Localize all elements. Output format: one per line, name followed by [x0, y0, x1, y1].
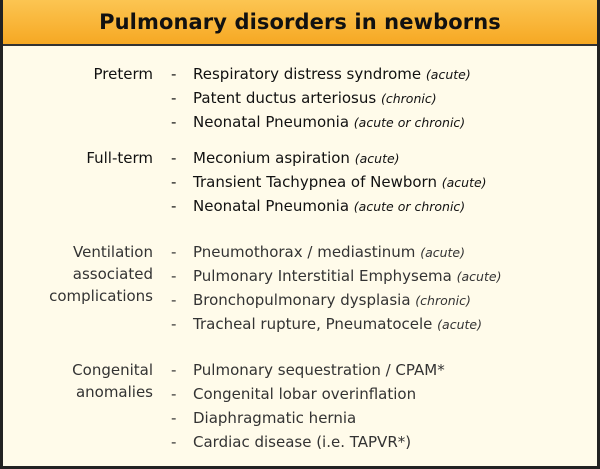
- item-text: Respiratory distress syndrome: [193, 65, 422, 83]
- section-label-line: complications: [49, 287, 153, 305]
- item-text: Bronchopulmonary dysplasia: [193, 291, 411, 309]
- item-text: Patent ductus arteriosus: [193, 89, 377, 107]
- section-label-line: Full-term: [86, 149, 153, 167]
- item-note: (acute): [456, 269, 502, 284]
- section-label-line: Congenital: [72, 361, 153, 379]
- page-title: Pulmonary disorders in newborns: [99, 10, 501, 34]
- list-item: - Pneumothorax / mediastinum (acute): [171, 243, 466, 261]
- list-item: - Respiratory distress syndrome (acute): [171, 65, 471, 83]
- title-banner: [3, 0, 597, 46]
- item-list: [171, 62, 471, 134]
- item-note: (chronic): [415, 293, 471, 308]
- item-note: (acute): [441, 175, 487, 190]
- section-label-line: associated: [72, 265, 153, 283]
- item-note: (acute or chronic): [353, 115, 466, 130]
- list-item: - Congenital lobar overinflation: [171, 385, 417, 403]
- list-item: - Transient Tachypnea of Newborn (acute): [171, 173, 487, 191]
- item-text: Meconium aspiration: [193, 149, 350, 167]
- item-note: (acute): [420, 245, 466, 260]
- section-label-line: anomalies: [75, 383, 153, 401]
- item-note: (acute): [425, 67, 471, 82]
- section-label: [3, 147, 153, 169]
- item-text: Cardiac disease (i.e. TAPVR*): [193, 433, 412, 451]
- section-label-line: Preterm: [93, 65, 153, 83]
- item-list: [171, 358, 445, 454]
- item-text: Diaphragmatic hernia: [193, 409, 357, 427]
- item-text: Pulmonary Interstitial Emphysema: [193, 267, 452, 285]
- list-item: - Neonatal Pneumonia (acute or chronic): [171, 197, 466, 215]
- item-list: [171, 146, 487, 218]
- section-label-line: Ventilation: [73, 243, 153, 261]
- list-item: - Tracheal rupture, Pneumatocele (acute): [171, 315, 482, 333]
- item-text: Pneumothorax / mediastinum: [193, 243, 416, 261]
- list-item: - Diaphragmatic hernia: [171, 409, 357, 427]
- list-item: - Pulmonary sequestration / CPAM*: [171, 361, 445, 379]
- list-item: - Patent ductus arteriosus (chronic): [171, 89, 437, 107]
- item-text: Neonatal Pneumonia: [193, 197, 350, 215]
- list-item: - Neonatal Pneumonia (acute or chronic): [171, 113, 466, 131]
- item-note: (acute): [437, 317, 482, 332]
- list-item: - Pulmonary Interstitial Emphysema (acute): [171, 267, 502, 285]
- item-note: (acute): [354, 151, 400, 166]
- list-item: - Bronchopulmonary dysplasia (chronic): [171, 291, 471, 309]
- list-item: - Meconium aspiration (acute): [171, 149, 400, 167]
- item-note: (acute or chronic): [353, 199, 466, 214]
- section-label: [3, 241, 153, 307]
- section-label: [3, 359, 153, 403]
- item-list: [171, 240, 501, 336]
- item-text: Pulmonary sequestration / CPAM*: [193, 361, 445, 379]
- item-text: Tracheal rupture, Pneumatocele: [193, 315, 433, 333]
- item-note: (chronic): [380, 91, 437, 106]
- item-text: Transient Tachypnea of Newborn: [193, 173, 437, 191]
- list-item: - Cardiac disease (i.e. TAPVR*): [171, 433, 412, 451]
- item-text: Congenital lobar overinflation: [193, 385, 417, 403]
- section-label: [3, 63, 153, 85]
- item-text: Neonatal Pneumonia: [193, 113, 350, 131]
